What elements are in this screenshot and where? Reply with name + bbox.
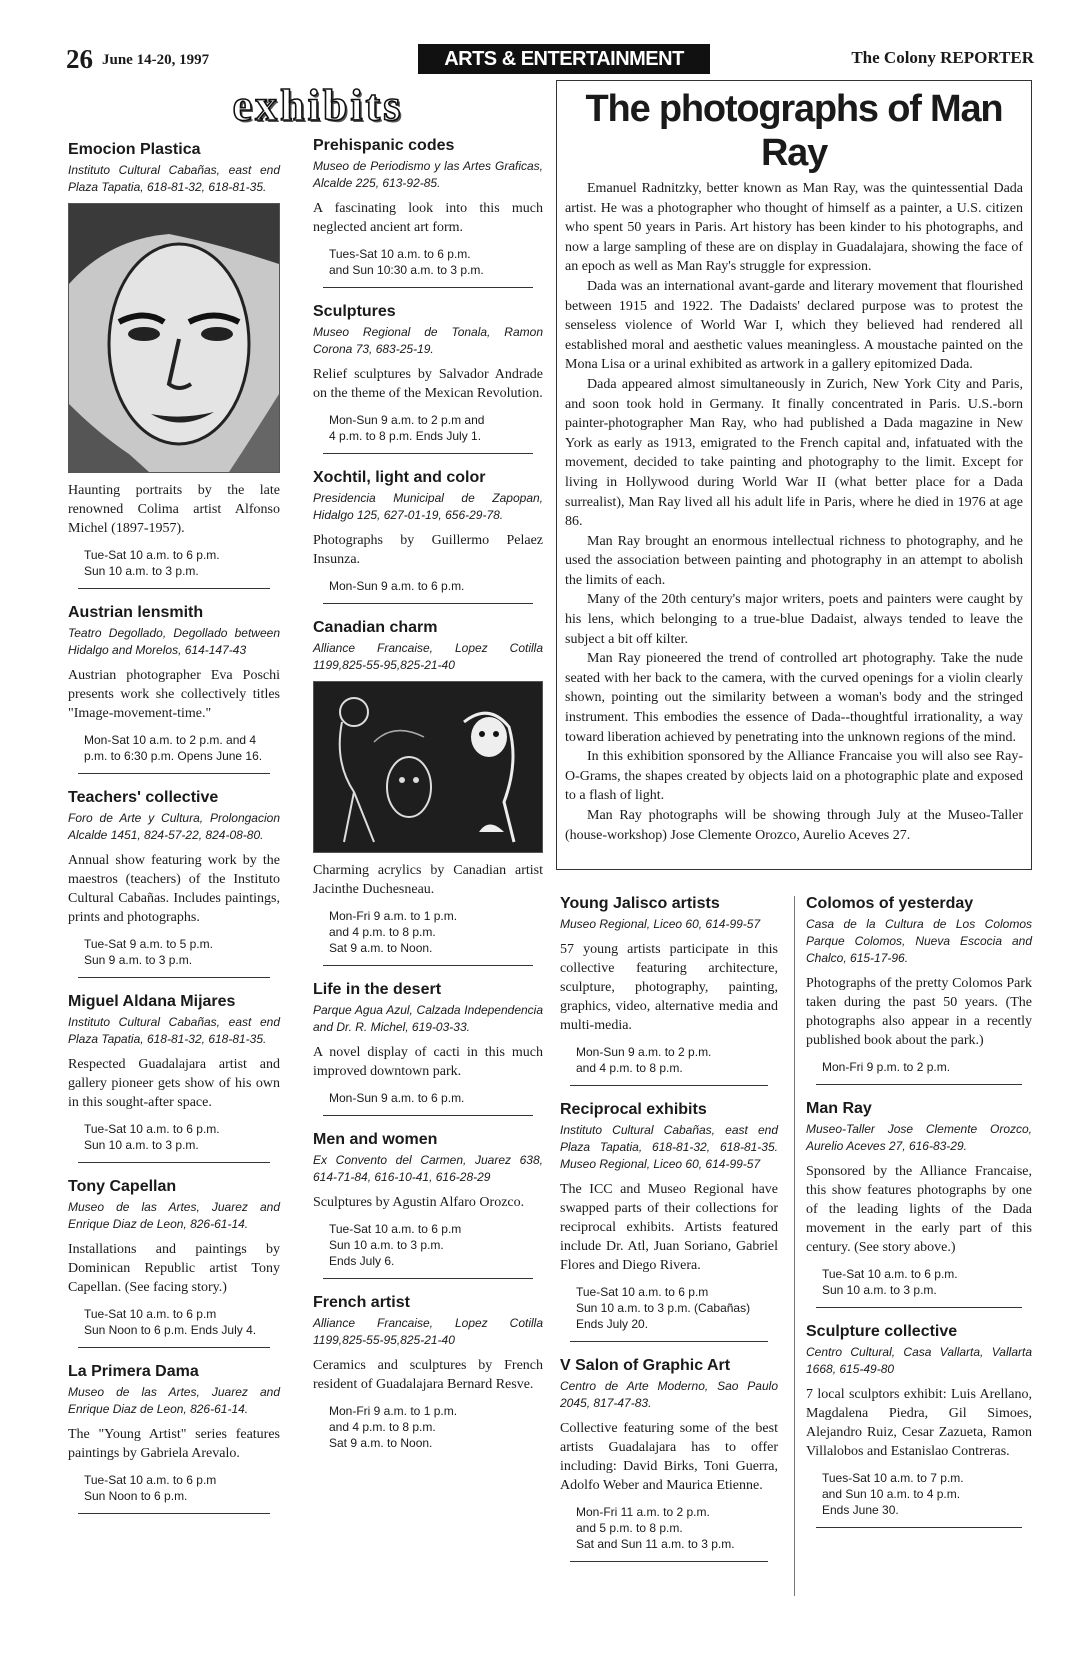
divider <box>78 977 270 978</box>
column-divider <box>794 896 795 1596</box>
listing-venue: Museo Regional de Tonala, Ramon Corona 73, 683-25-19. <box>313 325 543 356</box>
listing-description: Installations and paintings by Dominican Republic artist Tony Capellan. (See facing story.) <box>68 1242 280 1295</box>
listing-title: Teachers' collective <box>68 789 219 806</box>
listing-venue: Museo Regional, Liceo 60, 614-99-57 <box>560 917 761 931</box>
listing-item <box>560 1100 778 1342</box>
listing-item <box>68 788 280 978</box>
listing-title: Miguel Aldana Mijares <box>68 993 236 1010</box>
listing-description: 57 young artists participate in this collective featuring architecture, sculpture, photography, painting, graphics, video, alternative media and multi-media. <box>560 942 778 1033</box>
listing-venue: Museo-Taller Jose Clemente Orozco, Aurelio Aceves 27, 616-83-29. <box>806 1122 1032 1153</box>
feature-paragraph: Dada appeared almost simultaneously in Zurich, New York City and Paris, and soon took hold in Germany. It finally concentrated in Paris. U.S.-born painter-photographer Man Ray, who had published a Dada magazine in New York as early as 1913, emigrated to the French capital and, infatuated with the movement, decided to take painting and photography to the limit. Except for living in Hollywood during World War II (what better place for a Dada surrealist), Man Ray lived all his adult life in Paris, where he died in 1976 at age 86. <box>565 376 1023 530</box>
listing-hours: Mon-Fri 9 a.m. to 1 p.m. and 4 p.m. to 8 p.m. Sat 9 a.m. to Noon. <box>329 909 458 955</box>
listing-title: Emocion Plastica <box>68 141 201 158</box>
divider <box>323 603 533 604</box>
listing-item <box>806 894 1032 1085</box>
listing-description: Respected Guadalajara artist and gallery pioneer gets show of his own in this sought-after space. <box>68 1057 280 1110</box>
listing-description: A novel display of cacti in this much improved downtown park. <box>313 1045 543 1079</box>
divider <box>78 1347 270 1348</box>
listing-description: The "Young Artist" series features paintings by Gabriela Arevalo. <box>68 1427 280 1461</box>
listing-hours: Mon-Sun 9 a.m. to 2 p.m and 4 p.m. to 8 p.m. Ends July 1. <box>329 413 485 443</box>
listing-item <box>313 980 543 1116</box>
listing-title: Man Ray <box>806 1100 872 1117</box>
listing-description: Annual show featuring work by the maestros (teachers) of the Instituto Cultural Cabañas. Includes paintings, prints and photographs. <box>68 853 280 925</box>
listings-column-4 <box>806 894 1032 1542</box>
section-banner: ARTS & ENTERTAINMENT <box>418 44 710 74</box>
listing-venue: Museo de las Artes, Juarez and Enrique Diaz de Leon, 826-61-14. <box>68 1385 280 1416</box>
listing-hours: Mon-Sun 9 a.m. to 6 p.m. <box>329 579 465 593</box>
divider <box>323 453 533 454</box>
listing-hours: Tue-Sat 10 a.m. to 6 p.m. Sun 10 a.m. to 3 p.m. <box>822 1267 958 1297</box>
paper-name: The Colony REPORTER <box>851 48 1034 67</box>
listing-title: La Primera Dama <box>68 1363 199 1380</box>
divider <box>323 287 533 288</box>
listing-venue: Centro Cultural, Casa Vallarta, Vallarta 1668, 615-49-80 <box>806 1345 1032 1376</box>
feature-paragraph: Emanuel Radnitzky, better known as Man Ray, was the quintessential Dada artist. He was a photographer who thought of himself as a painter, a U.S. citizen who spent 50 years in Paris. Art history has been kinder to his photographs, and now a large sampling of these are on display in Guadalajara, showing the face of an epoch as well as Man Ray's struggle for expression. <box>565 181 1023 275</box>
listing-venue: Museo de las Artes, Juarez and Enrique Diaz de Leon, 826-61-14. <box>68 1200 280 1231</box>
listing-item <box>68 1177 280 1348</box>
listing-hours: Mon-Sun 9 a.m. to 6 p.m. <box>329 1091 465 1105</box>
listing-venue: Alliance Francaise, Lopez Cotilla 1199,825-55-95,825-21-40 <box>313 641 543 672</box>
listing-title: Canadian charm <box>313 619 438 636</box>
divider <box>323 965 533 966</box>
listing-item <box>68 992 280 1163</box>
divider <box>570 1561 768 1562</box>
listing-hours: Tue-Sat 10 a.m. to 6 p.m Sun Noon to 6 p.m. Ends July 4. <box>84 1307 257 1337</box>
listing-title: V Salon of Graphic Art <box>560 1357 731 1374</box>
divider <box>570 1085 768 1086</box>
listing-hours: Mon-Fri 11 a.m. to 2 p.m. and 5 p.m. to 8 p.m. Sat and Sun 11 a.m. to 3 p.m. <box>576 1505 735 1551</box>
listing-item <box>68 1362 280 1514</box>
listing-item <box>313 136 543 288</box>
listing-venue: Museo de Periodismo y las Artes Graficas, Alcalde 225, 613-92-85. <box>313 159 543 190</box>
listing-hours: Mon-Fri 9 a.m. to 1 p.m. and 4 p.m. to 8 p.m. Sat 9 a.m. to Noon. <box>329 1404 458 1450</box>
listing-venue: Casa de la Cultura de Los Colomos Parque Colomos, Nueva Escocia and Chalco, 615-17-96. <box>806 917 1032 965</box>
listing-venue: Ex Convento del Carmen, Juarez 638, 614-71-84, 616-10-41, 616-28-29 <box>313 1153 543 1184</box>
listing-venue: Instituto Cultural Cabañas, east end Plaza Tapatia, 618-81-32, 618-81-35. Museo Regional, Liceo 60, 614-99-57 <box>560 1123 778 1171</box>
feature-article <box>556 80 1032 870</box>
divider <box>78 588 270 589</box>
listing-title: Tony Capellan <box>68 1178 177 1195</box>
listings-column-2 <box>313 136 543 1465</box>
feature-headline: The photographs of Man Ray <box>585 88 1003 174</box>
page-number: 26 <box>66 44 93 74</box>
divider <box>78 1162 270 1163</box>
listing-description: Photographs of the pretty Colomos Park taken during the past 50 years. (The photographs also appear in a recently published book about the park.) <box>806 976 1032 1048</box>
listing-description: Collective featuring some of the best artists Guadalajara has to offer including: David Birks, Toni Guerra, Adolfo Weber and Maurica Etienne. <box>560 1421 778 1493</box>
divider <box>78 1513 270 1514</box>
listing-description: Charming acrylics by Canadian artist Jacinthe Duchesneau. <box>313 863 543 897</box>
exhibits-heading: exhibits <box>232 81 404 130</box>
feature-paragraph: Man Ray pioneered the trend of controlled art photography. Take the nude seated with her back to the camera, with the curved openings for a violin clearly shown, pointing out the similarity between a woman's body and the stringed instrument. This embodies the essence of Dada--thoughtful irrationality, a way toward liberation achieved by penetrating into the unknown regions of the mind. <box>565 651 1023 745</box>
listing-item <box>806 1099 1032 1308</box>
divider <box>78 773 270 774</box>
listing-description: Relief sculptures by Salvador Andrade on the theme of the Mexican Revolution. <box>313 367 543 401</box>
listing-item <box>313 1130 543 1279</box>
divider <box>816 1084 1022 1085</box>
listing-title: Men and women <box>313 1131 438 1148</box>
listing-description: 7 local sculptors exhibit: Luis Arellano, Magdalena Piedra, Gil Simoes, Alejandro Ruiz, Cesar Zazueta, Ramon Villalobos and Estanislao Contreras. <box>806 1387 1032 1459</box>
listing-item <box>313 468 543 604</box>
listing-hours: Tue-Sat 9 a.m. to 5 p.m. Sun 9 a.m. to 3 p.m. <box>84 937 213 967</box>
portrait-illustration <box>68 203 280 473</box>
listing-item <box>68 603 280 774</box>
listing-item <box>313 302 543 454</box>
listing-venue: Centro de Arte Moderno, Sao Paulo 2045, 817-47-83. <box>560 1379 778 1410</box>
listing-description: Sponsored by the Alliance Francaise, this show features photographs by one of the leading lights of the Dada movement in the early part of this century. (See story above.) <box>806 1164 1032 1255</box>
listing-item <box>313 1293 543 1451</box>
feature-paragraph: Man Ray photographs will be showing through July at the Museo-Taller (house-workshop) Jose Clemente Orozco, Aurelio Aceves 27. <box>565 808 1023 843</box>
listing-title: Young Jalisco artists <box>560 895 720 912</box>
listing-description: Photographs by Guillermo Pelaez Insunza. <box>313 533 543 567</box>
divider <box>816 1307 1022 1308</box>
listing-hours: Tue-Sat 10 a.m. to 6 p.m Sun 10 a.m. to 3 p.m. (Cabañas) Ends July 20. <box>576 1285 751 1331</box>
feature-paragraph: Man Ray brought an enormous intellectual richness to photography, and he used the association between painting and photography in an attempt to abolish the limits of each. <box>565 533 1023 588</box>
listing-hours: Tue-Sat 10 a.m. to 6 p.m. Sun 10 a.m. to 3 p.m. <box>84 1122 220 1152</box>
listing-title: Xochtil, light and color <box>313 469 486 486</box>
listing-title: Sculptures <box>313 303 396 320</box>
listing-hours: Tue-Sat 10 a.m. to 6 p.m. Sun 10 a.m. to 3 p.m. <box>84 548 220 578</box>
listing-hours: Tues-Sat 10 a.m. to 6 p.m. and Sun 10:30 a.m. to 3 p.m. <box>329 247 484 277</box>
portrait-sketch-icon <box>69 204 279 472</box>
listing-item <box>806 1322 1032 1528</box>
listing-hours: Mon-Sat 10 a.m. to 2 p.m. and 4 p.m. to 6:30 p.m. Opens June 16. <box>84 733 263 763</box>
listing-hours: Tues-Sat 10 a.m. to 7 p.m. and Sun 10 a.m. to 4 p.m. Ends June 30. <box>822 1471 964 1517</box>
listing-title: French artist <box>313 1294 410 1311</box>
listing-hours: Tue-Sat 10 a.m. to 6 p.m Sun Noon to 6 p.m. <box>84 1473 217 1503</box>
issue-date: June 14-20, 1997 <box>102 52 210 68</box>
listing-hours: Tue-Sat 10 a.m. to 6 p.m Sun 10 a.m. to 3 p.m. Ends July 6. <box>329 1222 462 1268</box>
listing-venue: Instituto Cultural Cabañas, east end Plaza Tapatia, 618-81-32, 618-81-35. <box>68 1015 280 1046</box>
listing-description: Ceramics and sculptures by French resident of Guadalajara Bernard Resve. <box>313 1358 543 1392</box>
listings-column-1 <box>68 140 280 1528</box>
listing-title: Prehispanic codes <box>313 137 455 154</box>
listings-column-3 <box>560 894 778 1576</box>
listing-venue: Presidencia Municipal de Zapopan, Hidalgo 125, 627-01-19, 656-29-78. <box>313 491 543 522</box>
listing-hours: Mon-Sun 9 a.m. to 2 p.m. and 4 p.m. to 8 p.m. <box>576 1045 712 1075</box>
listing-venue: Instituto Cultural Cabañas, east end Plaza Tapatia, 618-81-32, 618-81-35. <box>68 163 280 194</box>
feature-paragraph: In this exhibition sponsored by the Alliance Francaise you will also see Ray-O-Grams, the shapes created by objects laid on a photographic plate and exposed to a flash of light. <box>565 749 1023 804</box>
listing-item <box>313 618 543 966</box>
listing-description: Austrian photographer Eva Poschi presents work she collectively titles "Image-movement-time." <box>68 668 280 721</box>
listing-description: The ICC and Museo Regional have swapped parts of their collections for reciprocal exhibits. Artists featured include Dr. Atl, Juan Soriano, Gabriel Flores and Diego Rivera. <box>560 1182 778 1273</box>
listing-item <box>560 1356 778 1562</box>
divider <box>570 1341 768 1342</box>
masthead <box>66 44 1034 78</box>
listing-title: Life in the desert <box>313 981 442 998</box>
divider <box>816 1527 1022 1528</box>
listing-title: Reciprocal exhibits <box>560 1101 707 1118</box>
cartoon-figures-icon <box>314 682 542 852</box>
listing-title: Colomos of yesterday <box>806 895 974 912</box>
listing-venue: Teatro Degollado, Degollado between Hidalgo and Morelos, 614-147-43 <box>68 626 280 657</box>
divider <box>323 1278 533 1279</box>
listing-description: A fascinating look into this much neglected ancient art form. <box>313 201 543 235</box>
listing-item <box>560 894 778 1086</box>
listing-venue: Parque Agua Azul, Calzada Independencia and Dr. R. Michel, 619-03-33. <box>313 1003 543 1034</box>
listing-title: Sculpture collective <box>806 1323 958 1340</box>
listing-title: Austrian lensmith <box>68 604 204 621</box>
feature-paragraph: Dada was an international avant-garde and literary movement that flourished between 1915 and 1922. The Dadaists' declared purpose was to protest the senseless violence of World War I, which they believed had rendered all established moral and aesthetic values meaningless. A moustache painted on the Mona Lisa or a urinal exhibited as artwork in a gallery epitomized Dada. <box>565 278 1023 373</box>
listing-description: Haunting portraits by the late renowned Colima artist Alfonso Michel (1897-1957). <box>68 483 280 536</box>
listing-venue: Alliance Francaise, Lopez Cotilla 1199,825-55-95,825-21-40 <box>313 1316 543 1347</box>
feature-paragraph: Many of the 20th century's major writers, poets and painters were caught by his lens, which belonging to a true-blue Dadaist, always tended to leave the subject a bit off kilter. <box>565 592 1023 647</box>
divider <box>323 1115 533 1116</box>
listing-description: Sculptures by Agustin Alfaro Orozco. <box>313 1195 525 1210</box>
listing-venue: Foro de Arte y Cultura, Prolongacion Alcalde 1451, 824-57-22, 824-08-80. <box>68 811 280 842</box>
acrylic-illustration <box>313 681 543 853</box>
listing-item <box>68 140 280 589</box>
listing-hours: Mon-Fri 9 p.m. to 2 p.m. <box>822 1060 951 1074</box>
feature-body <box>557 179 1031 845</box>
